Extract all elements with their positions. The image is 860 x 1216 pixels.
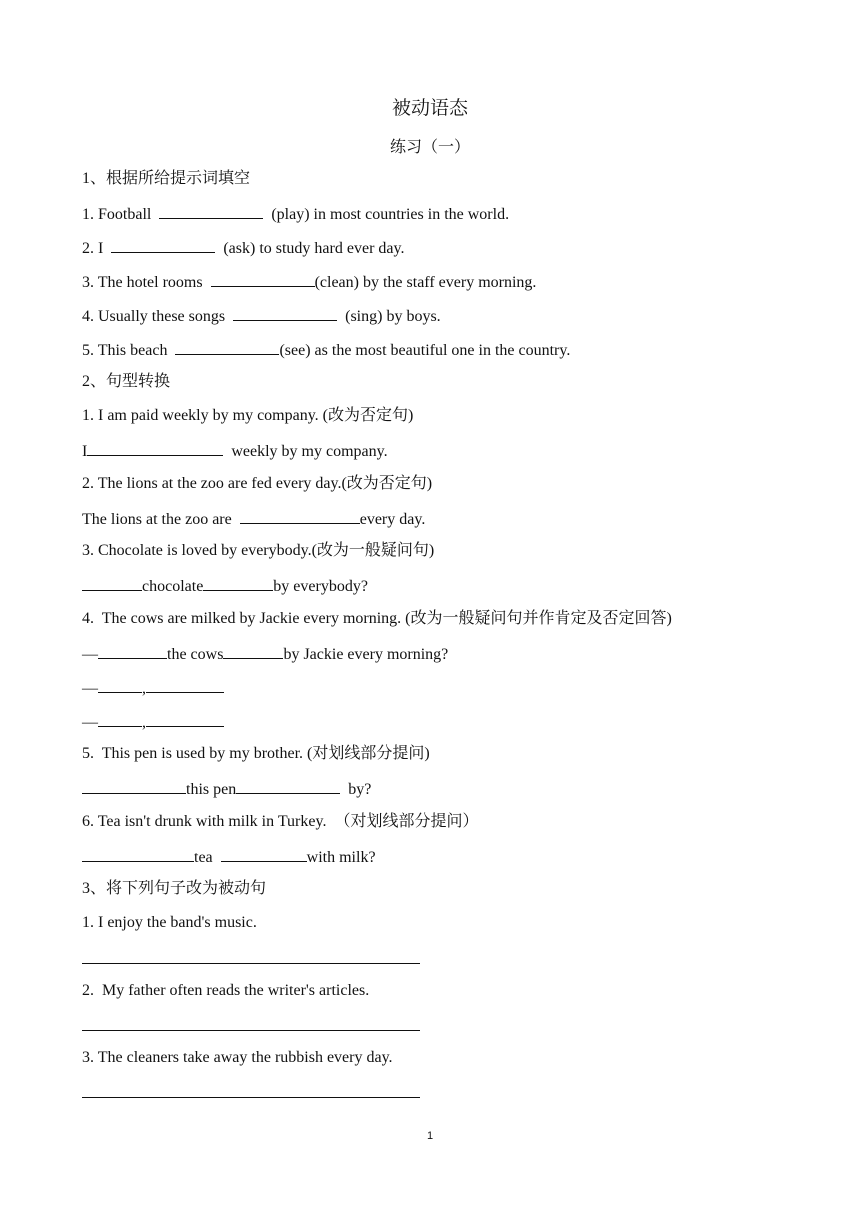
s2-q4-answer [82, 643, 448, 665]
s2-q4-comma-no: , [142, 714, 146, 731]
s2-q3-answer [82, 575, 368, 597]
s2-q4-prompt: 4. The cows are milked by Jackie every morning. (改为一般疑问句并作肯定及否定回答) [82, 610, 672, 627]
s2-q4-blank-1[interactable] [98, 643, 167, 659]
s2-q4-reply-no [82, 711, 224, 733]
page-number: 1 [426, 1130, 434, 1142]
s1-question-2 [82, 237, 404, 259]
s2-q6-text-c: with milk? [306, 849, 376, 866]
s3-q3-prompt: 3. The cleaners take away the rubbish every day. [82, 1049, 393, 1066]
s2-q4-no-blank-2[interactable] [146, 711, 224, 727]
s3-q1-answer-line[interactable] [82, 963, 420, 964]
s2-q3-blank-2[interactable] [203, 575, 273, 591]
page-subtitle: 练习（一） [389, 139, 470, 156]
s2-q5-blank-2[interactable] [236, 778, 340, 794]
s1-question-3 [82, 271, 536, 293]
s2-q2-text-b: every day. [359, 511, 426, 528]
section2-heading: 2、句型转换 [82, 373, 171, 390]
s3-q3-answer-line[interactable] [82, 1097, 420, 1098]
s2-q4-yes-blank-1[interactable] [98, 677, 142, 693]
s1-q4-blank[interactable] [233, 305, 337, 321]
s1-q3-text-a: 3. The hotel rooms [82, 274, 203, 291]
s2-q6-blank-2[interactable] [221, 846, 307, 862]
section1-heading: 1、根据所给提示词填空 [82, 170, 251, 187]
s2-q1-prompt: 1. I am paid weekly by my company. (改为否定句) [82, 407, 414, 424]
page-title: 被动语态 [391, 98, 468, 119]
s1-question-1 [82, 203, 509, 225]
s2-q6-answer [82, 846, 376, 868]
s2-q2-blank[interactable] [240, 508, 360, 524]
s2-q4-no-blank-1[interactable] [98, 711, 142, 727]
s1-q4-text-a: 4. Usually these songs [82, 308, 226, 325]
s1-q5-text-b: (see) as the most beautiful one in the country. [279, 342, 571, 359]
s2-q2-answer [82, 508, 425, 530]
s2-q4-text-b: the cows [167, 646, 224, 663]
s3-q2-prompt: 2. My father often reads the writer's articles. [82, 982, 370, 999]
s2-q5-text-c: by? [348, 781, 372, 798]
s2-q1-blank[interactable] [87, 440, 223, 456]
s2-q4-comma-yes: , [142, 680, 146, 697]
s3-q1-prompt: 1. I enjoy the band's music. [82, 914, 257, 931]
s2-q4-dash-yes: — [82, 680, 98, 697]
s2-q1-text-a: I [82, 443, 88, 460]
s1-q3-blank[interactable] [211, 271, 315, 287]
s2-q3-text-c: by everybody? [273, 578, 368, 595]
s2-q4-blank-2[interactable] [223, 643, 283, 659]
s2-q6-text-b: tea [194, 849, 213, 866]
s1-question-4 [82, 305, 441, 327]
s1-q1-text-b: (play) in most countries in the world. [271, 206, 510, 223]
s1-q3-text-b: (clean) by the staff every morning. [314, 274, 537, 291]
s2-q2-text-a: The lions at the zoo are [82, 511, 232, 528]
s1-q2-text-b: (ask) to study hard ever day. [223, 240, 405, 257]
s1-q1-blank[interactable] [159, 203, 263, 219]
s2-q6-prompt: 6. Tea isn't drunk with milk in Turkey. （对划线部分提问） [82, 813, 479, 830]
s2-q1-text-b: weekly by my company. [231, 443, 388, 460]
s1-question-5 [82, 339, 570, 361]
section3-heading: 3、将下列句子改为被动句 [82, 880, 267, 897]
s1-q5-blank[interactable] [175, 339, 279, 355]
s2-q5-answer [82, 778, 371, 800]
s2-q4-dash: — [82, 646, 98, 663]
s2-q6-blank-1[interactable] [82, 846, 194, 862]
s2-q3-prompt: 3. Chocolate is loved by everybody.(改为一般疑问句) [82, 542, 435, 559]
s2-q2-prompt: 2. The lions at the zoo are fed every day.(改为否定句) [82, 475, 433, 492]
s1-q2-text-a: 2. I [82, 240, 104, 257]
s2-q3-text-b: chocolate [142, 578, 204, 595]
s3-q2-answer-line[interactable] [82, 1030, 420, 1031]
s2-q4-text-c: by Jackie every morning? [283, 646, 449, 663]
s2-q3-blank-1[interactable] [82, 575, 142, 591]
s2-q5-blank-1[interactable] [82, 778, 186, 794]
s1-q2-blank[interactable] [111, 237, 215, 253]
s2-q5-text-b: this pen [186, 781, 237, 798]
s2-q4-reply-yes [82, 677, 224, 699]
s2-q4-dash-no: — [82, 714, 98, 731]
s1-q4-text-b: (sing) by boys. [345, 308, 441, 325]
s2-q5-prompt: 5. This pen is used by my brother. (对划线部分提问) [82, 745, 430, 762]
s2-q4-yes-blank-2[interactable] [146, 677, 224, 693]
s2-q1-answer [82, 440, 388, 462]
s1-q1-text-a: 1. Football [82, 206, 152, 223]
s1-q5-text-a: 5. This beach [82, 342, 168, 359]
